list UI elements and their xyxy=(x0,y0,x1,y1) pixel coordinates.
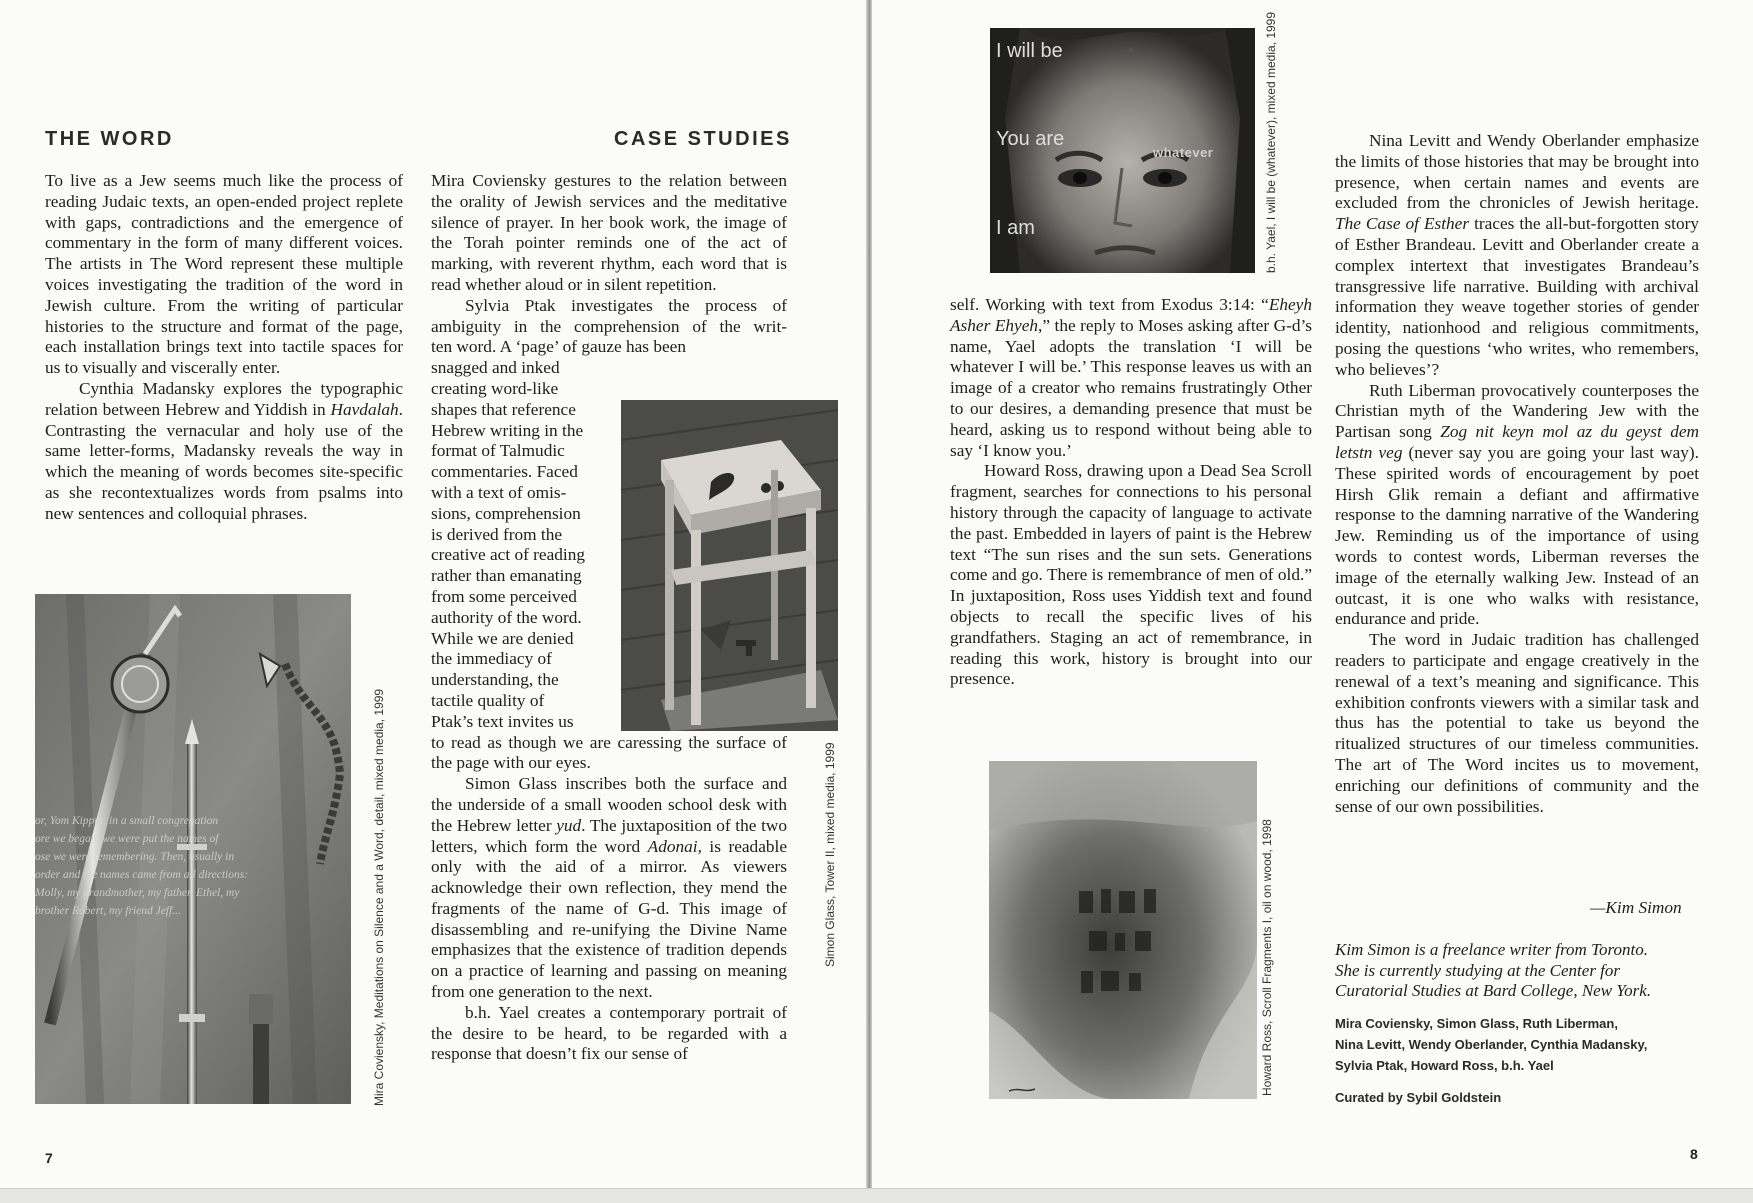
ptak-paragraph-end: to read as though we are caressing the surface of the page with our eyes. xyxy=(431,732,787,773)
right-page xyxy=(872,0,1753,1203)
author-bio: Kim Simon is a freelance writer from Toronto. She is currently studying at the Center for Curatorial Studies at Bard College, New York. xyxy=(1335,940,1652,1000)
coviensky-caption: Mira Coviensky, Meditations on Silence and a Word, detail, mixed media, 1999 xyxy=(372,688,386,1106)
glass-desk-photo xyxy=(621,400,838,731)
ptak-line: ten word. A ‘page’ of gauze has been xyxy=(431,337,686,357)
section-heading-case-studies: CASE STUDIES xyxy=(614,128,792,150)
intro-column xyxy=(45,171,403,525)
page-bottom-edge xyxy=(0,1188,1753,1203)
yael-caption: b.h. Yael, I will be (whatever), mixed media, 1999 xyxy=(1264,11,1278,273)
glass-paragraph: Simon Glass inscribes both the surface and the underside of a small wooden school desk with the Hebrew letter yud. The juxtaposition of the two letters, which form the word Adonai, is readable only with the aid of a mirror. As viewers acknowledge their own reflection, they mend the fragments of the name of G-d. This image of disassembling and re-unifying the Divine Name emphasizes that the existence of tradition depends on a practice of learning and passing on meaning from one generation to the next. xyxy=(431,774,787,1002)
levitt-oberlander-paragraph: Nina Levitt and Wendy Oberlander emphasize the limits of those histories that may be brought into presence, when certain names and events are excluded from the chronicles of Jewish heritage. The Case of Esther traces the all-but-forgotten story of Esther Brandeau. Levitt and Oberlander create a complex intertext that investigates Brandeau’s transgressive life narrative. Building with archival information they weave together stories of gender identity, nationhood and religious commitments, posing the questions ‘who writes, who remembers, who believes’? xyxy=(1335,131,1699,379)
portrait-text-you-are: You are xyxy=(996,128,1065,150)
curator-credit: Curated by Sybil Goldstein xyxy=(1335,1090,1502,1105)
page-number-right: 8 xyxy=(1690,1146,1698,1162)
section-heading-the-word: THE WORD xyxy=(45,128,174,150)
left-page xyxy=(0,0,870,1203)
ross-paragraph: Howard Ross, drawing upon a Dead Sea Scroll fragment, searches for connections to his personal history through the capacity of language to activate the past. Embedded in layers of paint is the Hebrew text “The sun rises and the sun sets. Generations come and go. There is remembrance of men of old.” In juxtaposition, Ross uses Yiddish text and found objects to recall the specific lives of his grandfathers. Staging an act of remembrance, in reading this work, history is brought into our presence. xyxy=(950,461,1312,689)
yael-continuation: self. Working with text from Exodus 3:14: “Eheyh Asher Ehyeh,” the reply to Moses asking after G-d’s name, Yael adopts the translation ‘I will be whatever I will be.’ This response leaves us with an image of a creator who remains frustratingly Other to our desires, a demanding presence that must be heard, asking us to respond without being able to say ‘I know you.’ xyxy=(950,295,1312,460)
ptak-paragraph: Sylvia Ptak investigates the process of ambiguity in the comprehension of the writ- xyxy=(431,295,787,336)
portrait-text-i-am: I am xyxy=(996,217,1035,239)
yael-paragraph: b.h. Yael creates a contemporary portrait of the desire to be heard, to be regarded with a response that doesn’t fix our sense of xyxy=(431,1002,787,1064)
conclusion-paragraph: The word in Judaic tradition has challenged readers to participate and engage creatively in the renewal of a text’s meaning and significance. This exhibition confronts viewers with a similar task and thus has the potential to take us beyond the ritualized structures of our timeless communities. The art of The Word incites us to movement, enriching our definitions of community and the sense of our own possibilities. xyxy=(1335,630,1699,816)
levitt-liberman-column xyxy=(1335,131,1699,817)
page-number-left: 7 xyxy=(45,1150,53,1166)
intro-paragraph: To live as a Jew seems much like the process of reading Judaic texts, an open-ended project replete with gaps, contradictions and the emergence of commentary in the form of many different voices. The artists in The Word represent these multiple voices investigating the tradition of the word in Jewish culture. From the writing of particular histories to the structure and format of the page, each installation brings text into tactile spaces for us to visually and viscerally enter. xyxy=(45,171,403,378)
portrait-text-i-will-be: I will be xyxy=(996,40,1063,62)
coviensky-overlay-text: or, Yom Kippur, in a small congregation ore we began, we were put the names of ose we were remembering. Then, usually in order and the names came from all directions: Molly, my grandmother, my father, Ethel, my brother Robert, my friend Jeff... xyxy=(35,815,249,917)
portrait-text-whatever: whatever xyxy=(1153,145,1214,160)
yael-ross-column xyxy=(950,295,1312,690)
coviensky-paragraph: Mira Coviensky gestures to the relation between the orality of Jewish services and the meditative silence of prayer. In her book work, the image of the Torah pointer reminds one of the act of marking, with reverent rhythm, each word that is read whether aloud or in silent repetition. xyxy=(431,171,787,294)
yael-portrait-photo xyxy=(990,28,1255,273)
coviensky-artwork-photo xyxy=(35,594,351,1104)
ptak-narrow-lines: snagged and inked creating word-like shapes that reference Hebrew writing in the format of Talmudic commentaries. Faced with a text of omis- sions, comprehension is derived from the creative act of reading rather than emanating from some perceived authority of the word. While we are denied the immediacy of understanding, the tactile quality of Ptak’s text invites us xyxy=(431,358,585,731)
ross-caption: Howard Ross, Scroll Fragments I, oil on wood, 1998 xyxy=(1260,819,1274,1096)
ross-painting-photo xyxy=(989,761,1257,1099)
artist-list: Mira Coviensky, Simon Glass, Ruth Liberman, Nina Levitt, Wendy Oberlander, Cynthia Madansky, Sylvia Ptak, Howard Ross, b.h. Yael xyxy=(1335,1016,1648,1073)
author-signature: —Kim Simon xyxy=(1590,898,1682,917)
liberman-paragraph: Ruth Liberman provocatively counterposes the Christian myth of the Wandering Jew with the Partisan song Zog nit keyn mol az du geyst dem letstn veg (never say you are going your last way). These spirited words of encouragement by poet Hirsh Glik remain a defiant and affirmative response to the damning narrative of the Wandering Jew. Reminding us of the importance of using words to contest words, Liberman reverses the image of the eternally walking Jew. Instead of an outcast, it is one who walks with resistance, endurance and pride. xyxy=(1335,380,1699,629)
glass-caption: Simon Glass, Tower II, mixed media, 1999 xyxy=(823,742,837,967)
madansky-paragraph: Cynthia Madansky explores the typographic relation between Hebrew and Yiddish in Havdalah. Contrasting the vernacular and holy use of the same letter-forms, Madansky reveals the way in which the meaning of words becomes site-specific as she recontextualizes words from psalms into new sentences and colloquial phrases. xyxy=(45,378,403,523)
